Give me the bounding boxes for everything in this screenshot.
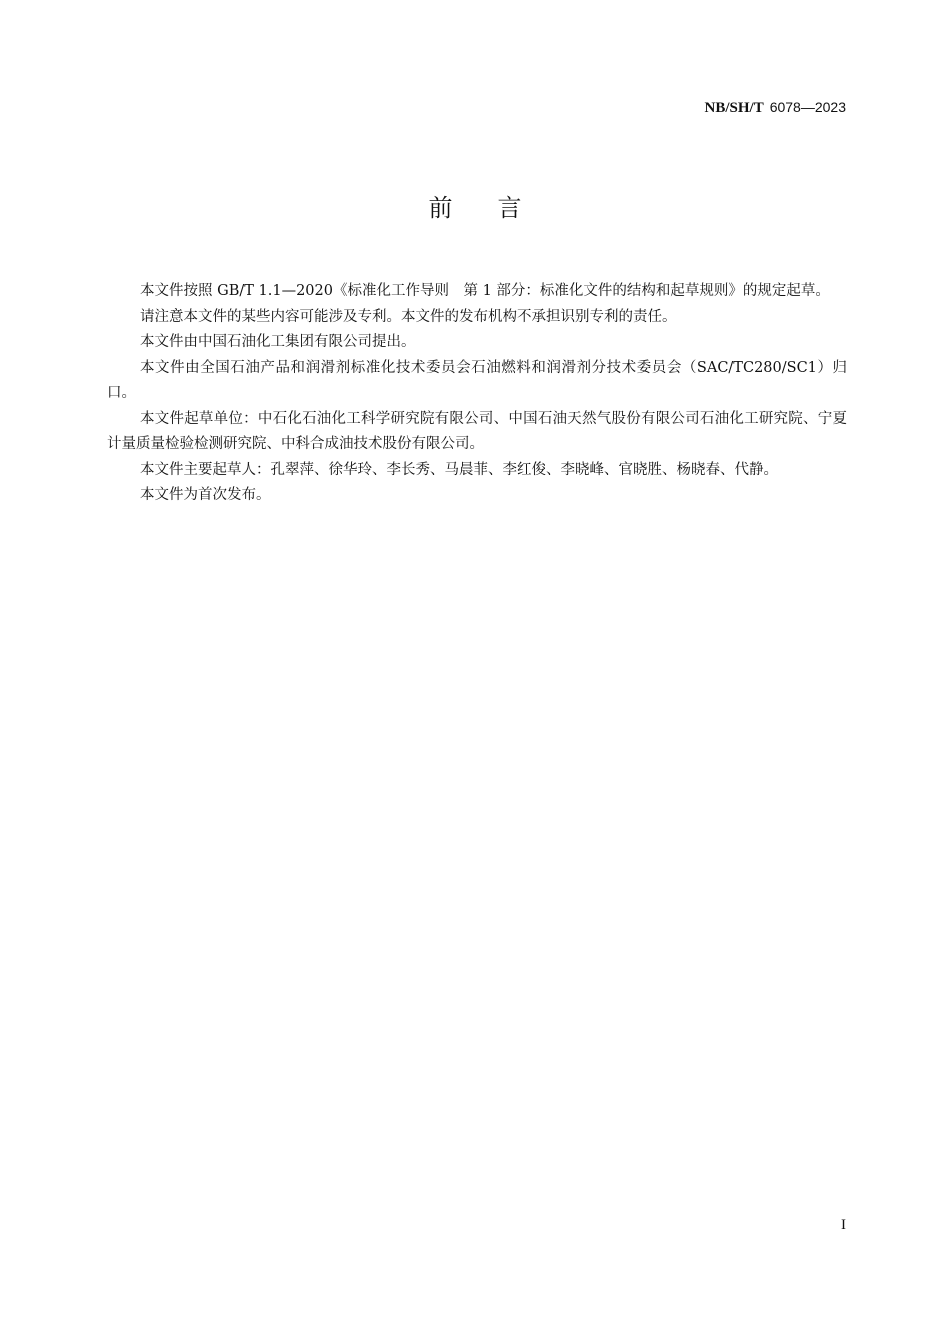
paragraph-patent-notice: 请注意本文件的某些内容可能涉及专利。本文件的发布机构不承担识别专利的责任。 — [140, 308, 677, 325]
foreword-body — [107, 279, 847, 509]
page-number: I — [841, 1217, 846, 1233]
paragraph-drafting-rules: 本文件按照 GB/T 1.1—2020《标准化工作导则 第 1 部分：标准化文件的结构和起草规则》的规定起草。 — [140, 283, 830, 299]
paragraph-committee: 本文件由全国石油产品和润滑剂标准化技术委员会石油燃料和润滑剂分技术委员会（SAC/TC280/SC1）归口。 — [107, 359, 847, 401]
paragraph-first-release: 本文件为首次发布。 — [140, 487, 271, 503]
standard-number: 6078—2023 — [769, 99, 846, 115]
page-title: 前言 — [428, 194, 567, 222]
standard-code: NB/SH/T — [704, 100, 764, 116]
standard-number-header — [705, 97, 846, 118]
paragraph-proposer: 本文件由中国石油化工集团有限公司提出。 — [140, 334, 416, 350]
paragraph-drafting-units: 本文件起草单位：中石化石油化工科学研究院有限公司、中国石油天然气股份有限公司石油化工研究院、宁夏计量质量检验检测研究院、中科合成油技术股份有限公司。 — [107, 410, 847, 452]
paragraph-drafters: 本文件主要起草人：孔翠萍、徐华玲、李长秀、马晨菲、李红俊、李晓峰、官晓胜、杨晓春、代静。 — [140, 461, 778, 478]
